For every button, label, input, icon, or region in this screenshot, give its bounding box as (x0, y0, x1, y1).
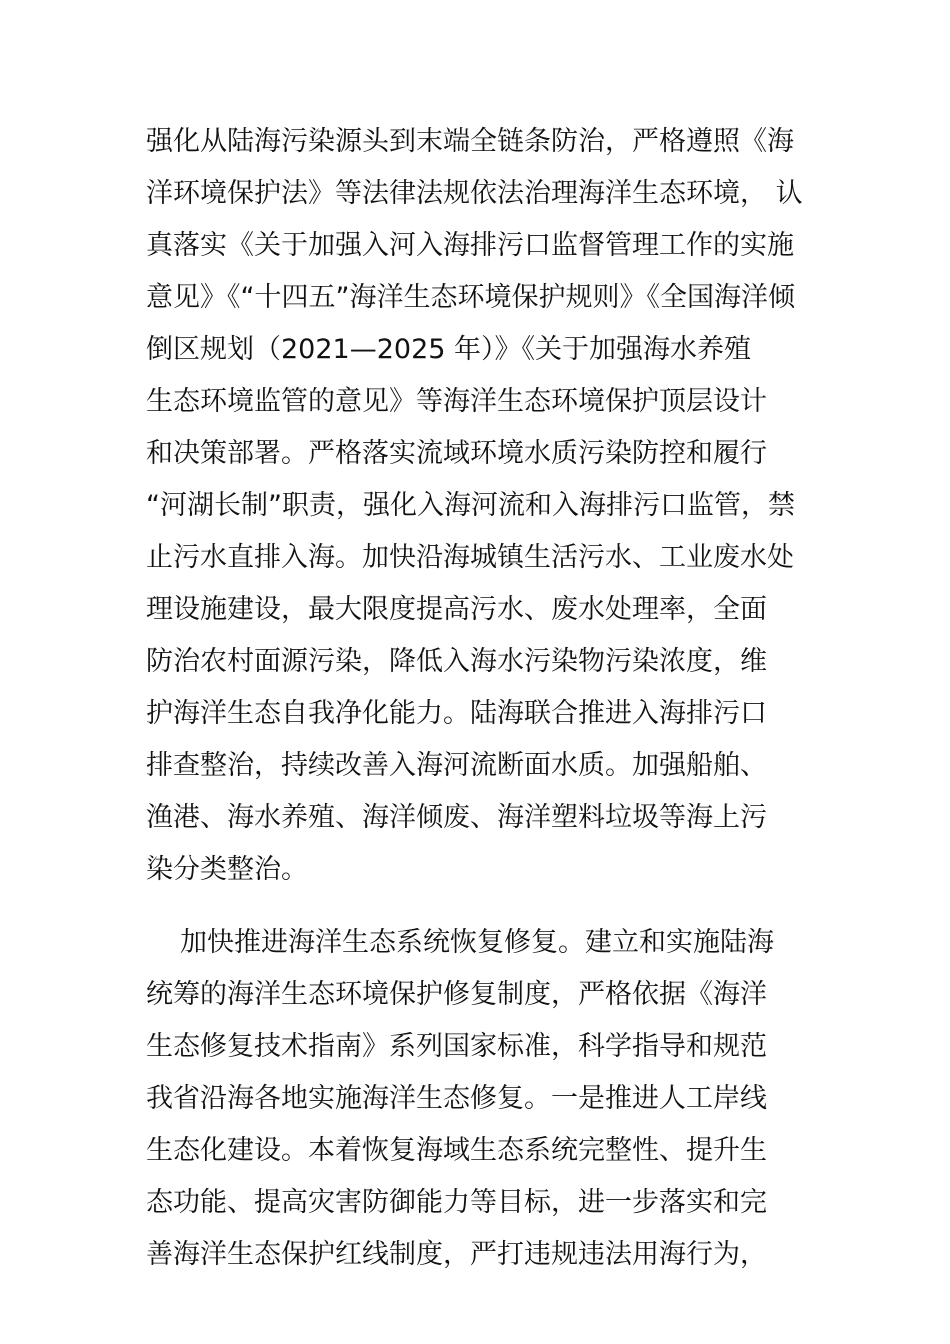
document-body (146, 116, 816, 1281)
text-line: 生态环境监管的意见》等海洋生态环境保护顶层设计 (146, 386, 767, 417)
text-line: 理设施建设，最大限度提高污水、废水处理率，全面 (146, 594, 767, 625)
paragraph-ecosystem-restoration (146, 917, 816, 1281)
text-line: 洋环境保护法》等法律法规依法治理海洋生态环境， 认 (146, 178, 803, 209)
text-line: 态功能、提高灾害防御能力等目标，进一步落实和完 (146, 1187, 767, 1218)
text-line: 加快推进海洋生态系统恢复修复。建立和实施陆海 (180, 927, 774, 958)
text-line: “河湖长制”职责，强化入海河流和入海排污口监管，禁 (146, 490, 795, 521)
text-line: 渔港、海水养殖、海洋倾废、海洋塑料垃圾等海上污 (146, 802, 767, 833)
text-line: 生态化建设。本着恢复海域生态系统完整性、提升生 (146, 1135, 767, 1166)
text-line: 倒区规划（2021—2025 年）》《关于加强海水养殖 (146, 334, 752, 365)
text-line: 我省沿海各地实施海洋生态修复。一是推进人工岸线 (146, 1083, 767, 1114)
text-line: 真落实《关于加强入河入海排污口监督管理工作的实施 (146, 230, 794, 261)
text-line: 护海洋生态自我净化能力。陆海联合推进入海排污口 (146, 698, 767, 729)
paragraph-pollution-control (146, 116, 816, 896)
text-line: 生态修复技术指南》系列国家标准，科学指导和规范 (146, 1031, 767, 1062)
text-line: 统筹的海洋生态环境保护修复制度，严格依据《海洋 (146, 979, 767, 1010)
text-line: 防治农村面源污染，降低入海水污染物污染浓度，维 (146, 646, 767, 677)
text-line: 意见》《“十四五”海洋生态环境保护规则》《全国海洋倾 (146, 282, 795, 313)
text-line: 排查整治，持续改善入海河流断面水质。加强船舶、 (146, 750, 767, 781)
paragraph-spacer (146, 896, 816, 917)
text-line: 强化从陆海污染源头到末端全链条防治，严格遵照《海 (146, 126, 794, 157)
text-line: 染分类整治。 (146, 854, 308, 885)
text-line: 和决策部署。严格落实流域环境水质污染防控和履行 (146, 438, 767, 469)
text-line: 止污水直排入海。加快沿海城镇生活污水、工业废水处 (146, 542, 794, 573)
text-line: 善海洋生态保护红线制度，严打违规违法用海行为， (146, 1239, 767, 1270)
